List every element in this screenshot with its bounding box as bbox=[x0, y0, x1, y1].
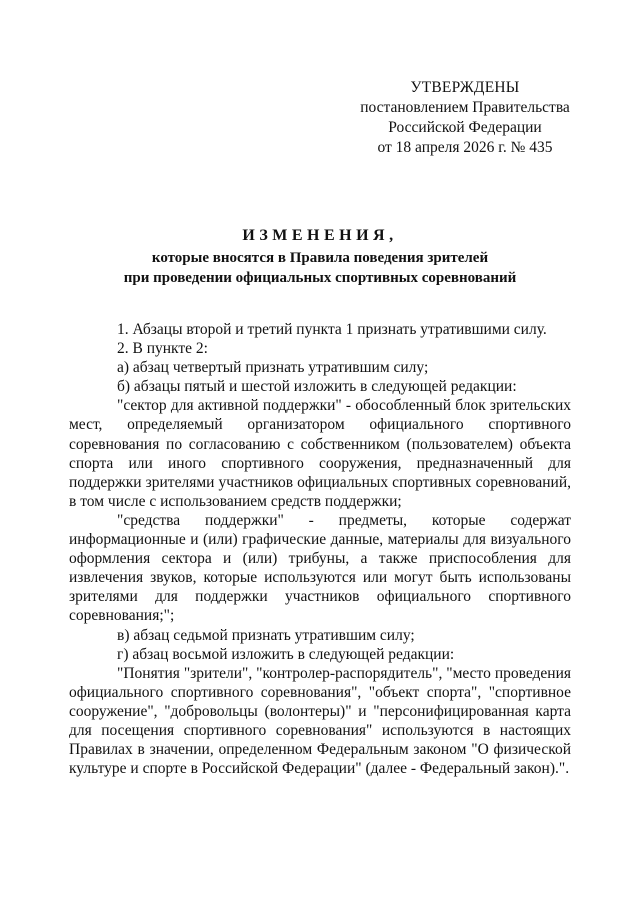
approval-line: Российской Федерации bbox=[388, 119, 542, 136]
paragraph: "сектор для активной поддержки" - обособленный блок зрительских мест, определяемый организатором официального спортивного соревнования по согласованию с собственником (пользователем) объекта спорта или иного спортивного сооружения, предназначенный для поддержки зрителями участников официальных спортивных соревнований, в том числе с использованием средств поддержки; bbox=[69, 397, 571, 510]
paragraph: в) абзац седьмой признать утратившим силу; bbox=[117, 626, 415, 644]
paragraph: б) абзацы пятый и шестой изложить в следующей редакции: bbox=[117, 378, 517, 396]
paragraph: "средства поддержки" - предметы, которые содержат информационные и (или) графические данные, материалы для визуального оформления сектора и (или) трибуны, а также приспособления для извлечения звуков, которые используются или могут быть использованы зрителями для поддержки участников официального спортивного соревнования;"; bbox=[69, 511, 571, 625]
paragraph: а) абзац четвертый признать утратившим силу; bbox=[117, 359, 429, 377]
approval-stamp bbox=[340, 78, 590, 158]
subtitle-line: при проведении официальных спортивных соревнований bbox=[123, 270, 517, 286]
approval-line: от 18 апреля 2026 г. № 435 bbox=[377, 139, 553, 156]
document-body bbox=[69, 320, 571, 778]
document-title: ИЗМЕНЕНИЯ, bbox=[242, 227, 398, 244]
paragraph: г) абзац восьмой изложить в следующей редакции: bbox=[117, 645, 455, 663]
subtitle-line: которые вносятся в Правила поведения зрителей bbox=[151, 250, 489, 266]
approval-heading: УТВЕРЖДЕНЫ bbox=[410, 79, 520, 96]
paragraph: 1. Абзацы второй и третий пункта 1 признать утратившими силу. bbox=[117, 321, 547, 338]
document-subtitle bbox=[60, 248, 580, 288]
approval-line: постановлением Правительства bbox=[360, 99, 570, 116]
paragraph: "Понятия "зрители", "контролер-распорядитель", "место проведения официального спортивного соревнования", "объект спорта", "спортивное сооружение", "добровольцы (волонтеры)" и "персонифицированная карта для посещения спортивного соревнования" используются в настоящих Правилах в значении, определенном Федеральным законом "О физической культуре и спорте в Российской Федерации" (далее - Федеральный закон).". bbox=[69, 664, 571, 778]
paragraph: 2. В пункте 2: bbox=[117, 340, 208, 358]
